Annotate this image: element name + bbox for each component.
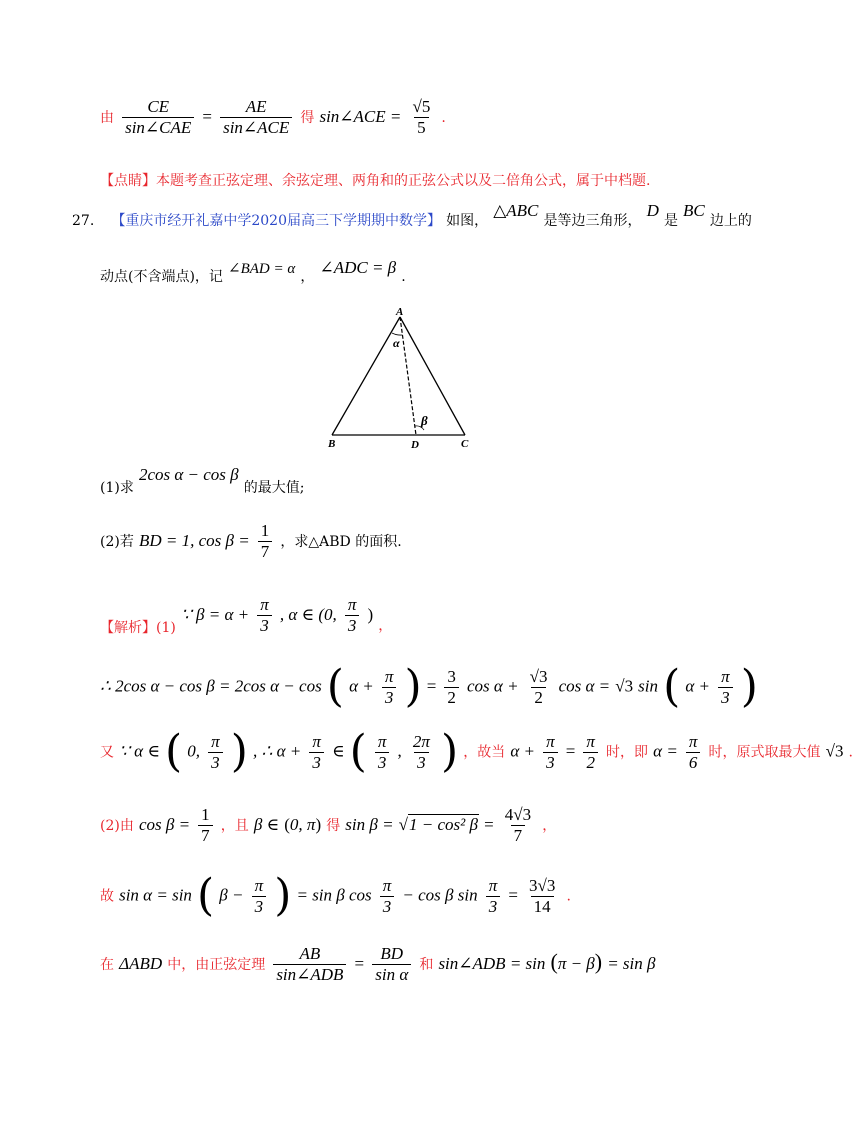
- solution-line-2: ∴ 2cos α − cos β = 2cos α − cos ( α + $\frac{\pi}{3}$ ) = $\frac{3}{2}$ cos α + $\frac{√3}{2}$ cos α = √3 sin ( α + $\frac{\pi}{3}$ ): [100, 661, 758, 712]
- problem-header: 27. 【重庆市经开礼嘉中学2020届高三下学期期中数学】 如图， △ABC 是等边三角形， D 是 BC 边上的: [72, 201, 752, 229]
- solution-line-1: 【解析】(1) ∵ β = α + $\frac{\pi}{3}$ , α ∈ (0, $\frac{\pi}{3}$ ) ，: [100, 595, 393, 636]
- top-formula-line: 由 $\frac{CE}{\text{sin∠CAE}}$ = $\frac{AE}{\text{sin∠ACE}}$ 得 sin∠ACE = $\frac{√5}{5}$ .: [100, 97, 446, 137]
- triangle-figure: [320, 305, 490, 455]
- problem-source: 【重庆市经开礼嘉中学2020届高三下学期期中数学】: [111, 213, 441, 229]
- label-A: A: [396, 306, 404, 318]
- solution-line-3: 又 ∵ α ∈ ( 0, $\frac{\pi}{3}$ ) , ∴ α + $\frac{\pi}{3}$ ∈ ( $\frac{\pi}{3}$ , $\frac{2\pi}{3}$ ) ，故当 α + $\frac{\pi}{3}$ = $\frac{\pi}{2}$ 时，即 α = $\frac{\pi}{6}$ 时，原式取最大值 √3 .: [100, 726, 853, 777]
- label-alpha: α: [393, 336, 400, 350]
- fraction-sqrt5: $\frac{√5}{5}$: [412, 97, 431, 137]
- comment-dianjing: 【点睛】本题考查正弦定理、余弦定理、两角和的正弦公式以及二倍角公式，属于中档题.: [100, 173, 651, 189]
- question-2: (2)若 BD = 1, cos β = $\frac{1}{7}$ ，求△ABD 的面积.: [100, 521, 402, 561]
- top-mid: 得: [300, 109, 315, 126]
- fraction-ce: $\frac{CE}{\text{sin∠CAE}}$: [122, 98, 194, 137]
- label-B: B: [328, 438, 336, 450]
- fraction-ae: $\frac{AE}{\text{sin∠ACE}}$: [220, 98, 292, 137]
- problem-line-2: 动点(不含端点)，记 ∠BAD = α ， ∠ADC = β .: [100, 258, 406, 285]
- top-lead: 由: [100, 109, 114, 126]
- label-C: C: [461, 438, 469, 450]
- question-1: (1)求 2cos α − cos β 的最大值;: [100, 465, 305, 496]
- label-D: D: [411, 439, 419, 451]
- top-result-lhs: sin∠ACE =: [319, 106, 402, 126]
- solution-line-4: (2)由 cos β = $\frac{1}{7}$ ，且 β ∈ (0, π) 得 sin β = √ 1 − cos² β = $\frac{4√3}{7}$ ，: [100, 805, 557, 845]
- problem-number: 27.: [72, 213, 95, 229]
- solution-line-6: 在 ΔABD 中，由正弦定理 $\frac{AB}{\text{sin∠ADB}}$ = $\frac{BD}{\text{sin α}}$ 和 sin∠ADB = sin (π − β) = sin β: [100, 944, 656, 984]
- label-beta: β: [421, 413, 428, 428]
- solution-tag: 【解析】(1): [100, 619, 176, 636]
- solution-line-5: 故 sin α = sin ( β − $\frac{\pi}{3}$ ) = sin β cos $\frac{\pi}{3}$ − cos β sin $\frac{\pi}{3}$ = $\frac{3√3}{14}$ .: [100, 870, 571, 921]
